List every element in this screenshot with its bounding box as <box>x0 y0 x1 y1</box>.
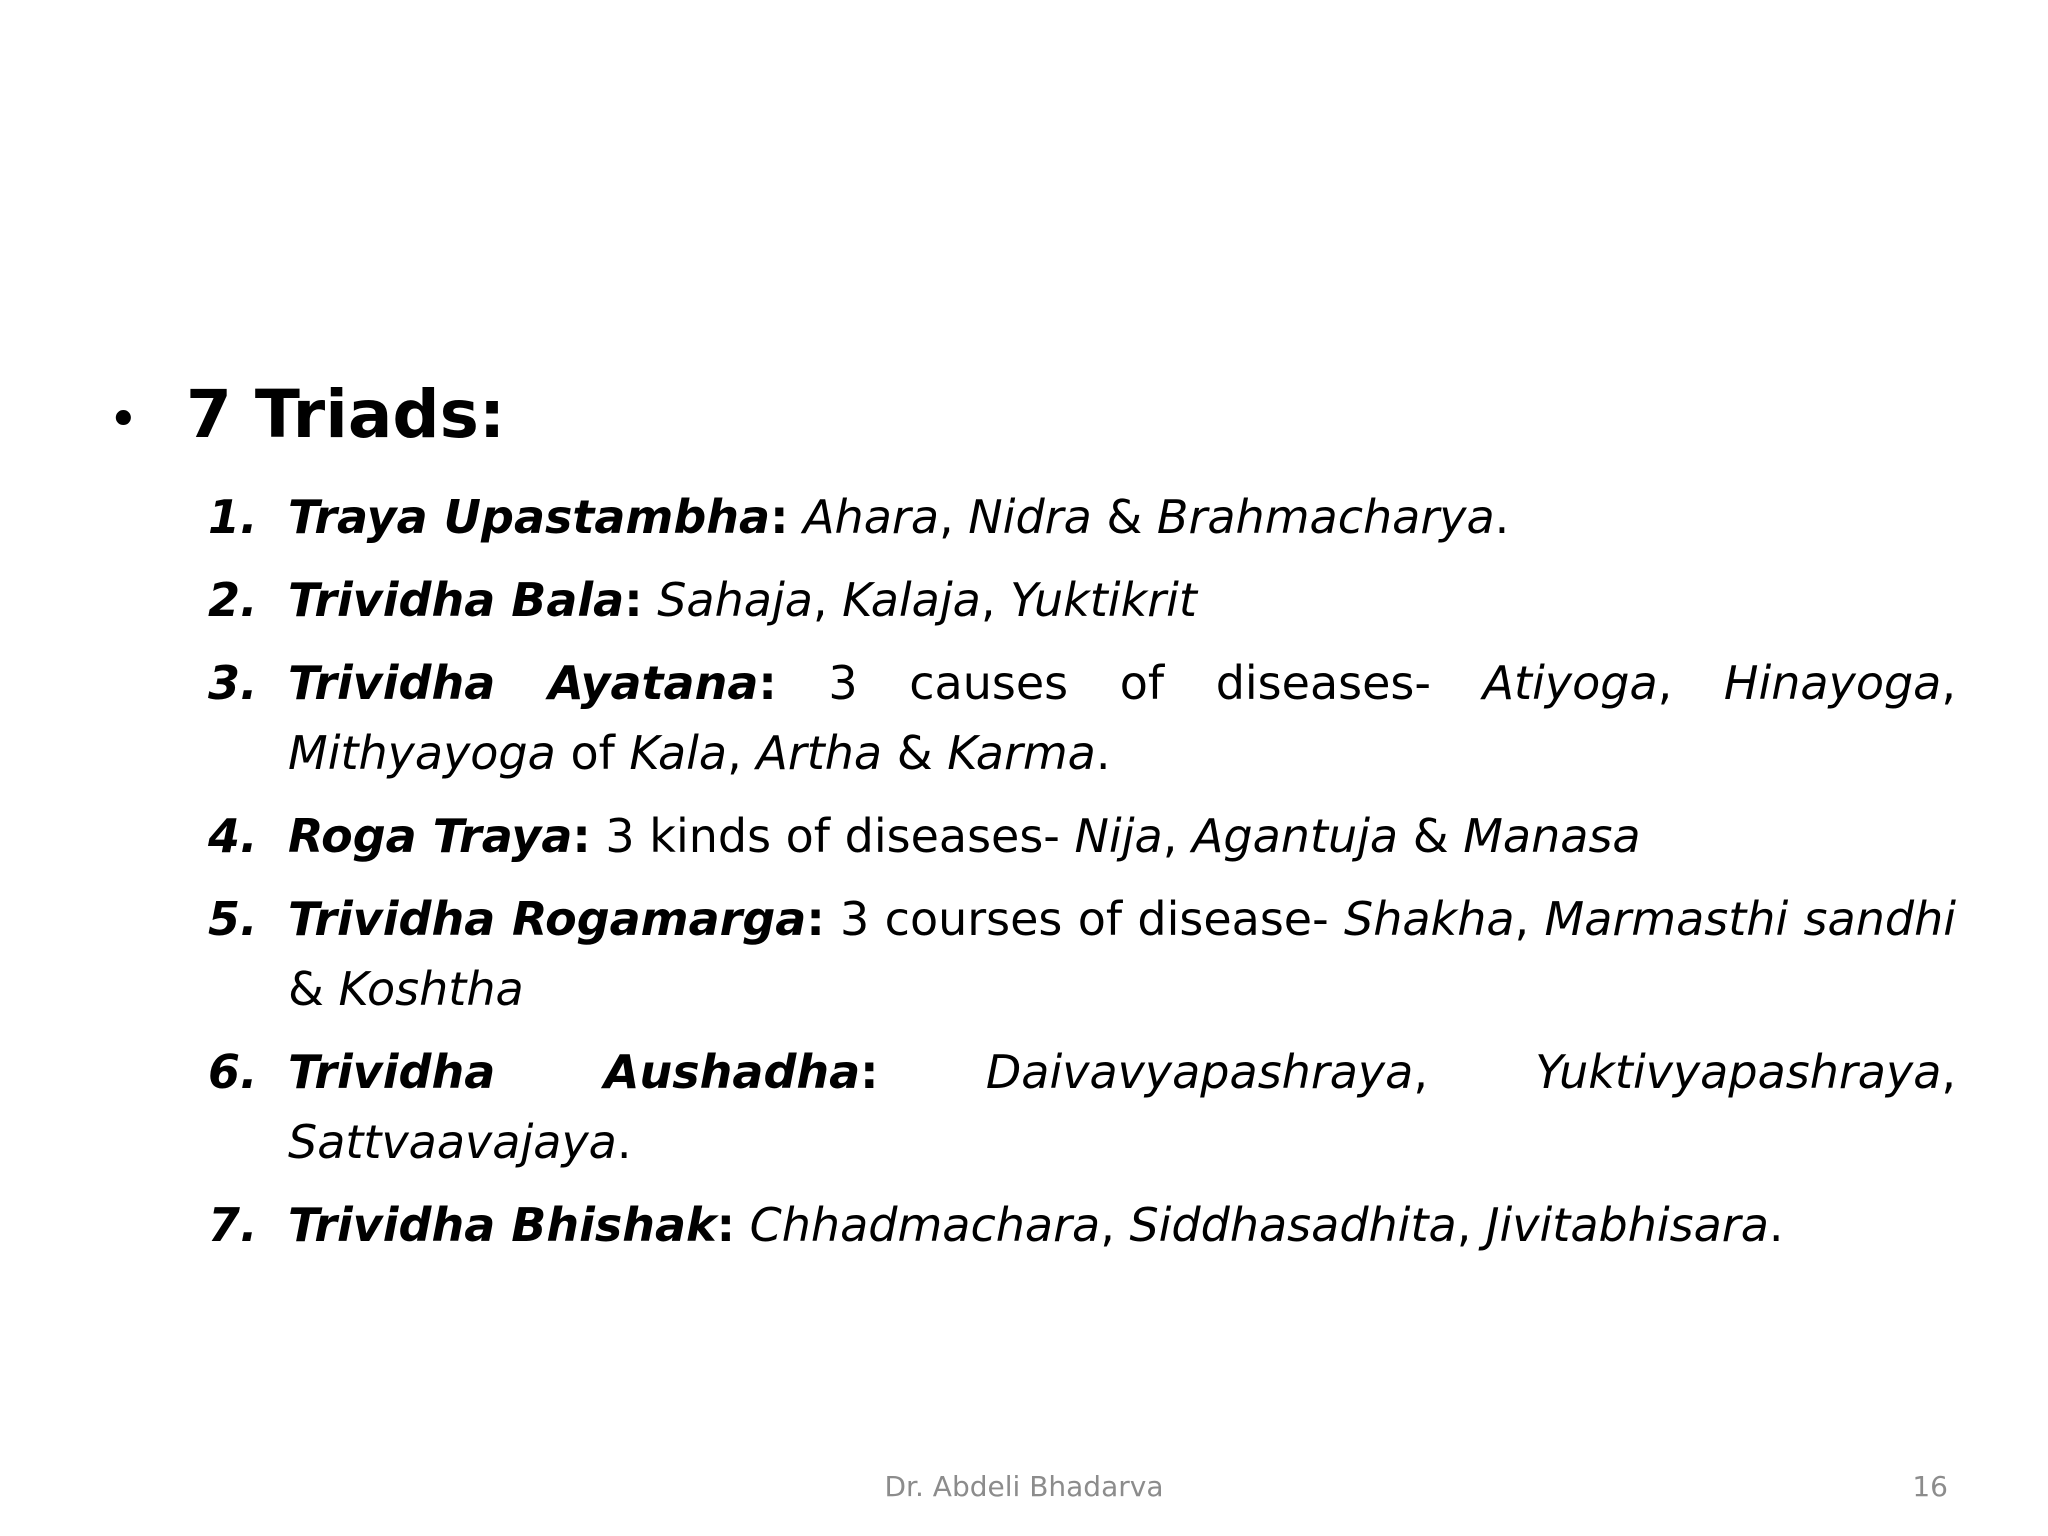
item-term: Trividha Bhishak <box>288 1198 717 1252</box>
item-term: Trividha Rogamarga <box>288 892 807 946</box>
triads-list <box>208 482 1956 1273</box>
list-item <box>208 884 1956 1024</box>
item-number: 2. <box>208 573 258 627</box>
item-number: 3. <box>208 656 258 710</box>
list-item <box>208 565 1956 635</box>
item-content: Trividha Ayatana: 3 causes of diseases- Atiyoga, Hinayoga, Mithyayoga of Kala, Artha & Karma. <box>288 656 1956 780</box>
item-term: Roga Traya <box>288 809 573 863</box>
list-item <box>208 1037 1956 1177</box>
item-content: Trividha Rogamarga: 3 courses of disease- Shakha, Marmasthi sandhi & Koshtha <box>288 892 1956 1016</box>
item-term: Trividha Ayatana <box>288 656 759 710</box>
item-content: Traya Upastambha: Ahara, Nidra & Brahmacharya. <box>288 490 1510 544</box>
bullet-dot-icon: • <box>108 390 139 450</box>
list-item <box>208 801 1956 871</box>
slide-heading: 7 Triads: <box>186 376 506 453</box>
item-number: 6. <box>208 1045 258 1099</box>
item-content: Trividha Bhishak: Chhadmachara, Siddhasadhita, Jivitabhisara. <box>288 1198 1784 1252</box>
footer-author: Dr. Abdeli Bhadarva <box>884 1470 1164 1503</box>
item-number: 5. <box>208 892 258 946</box>
list-item <box>208 1190 1956 1260</box>
item-number: 4. <box>208 809 258 863</box>
item-content: Roga Traya: 3 kinds of diseases- Nija, Agantuja & Manasa <box>288 809 1641 863</box>
item-content: Trividha Bala: Sahaja, Kalaja, Yuktikrit <box>288 573 1197 627</box>
page-number: 16 <box>1912 1470 1948 1503</box>
main-bullet <box>108 376 506 453</box>
list-item <box>208 482 1956 552</box>
item-number: 7. <box>208 1198 258 1252</box>
item-content: Trividha Aushadha: Daivavyapashraya, Yuktivyapashraya, Sattvaavajaya. <box>288 1045 1957 1169</box>
item-number: 1. <box>208 490 258 544</box>
item-term: Trividha Aushadha <box>288 1045 861 1099</box>
item-term: Traya Upastambha <box>288 490 771 544</box>
list-item <box>208 648 1956 788</box>
item-term: Trividha Bala <box>288 573 625 627</box>
